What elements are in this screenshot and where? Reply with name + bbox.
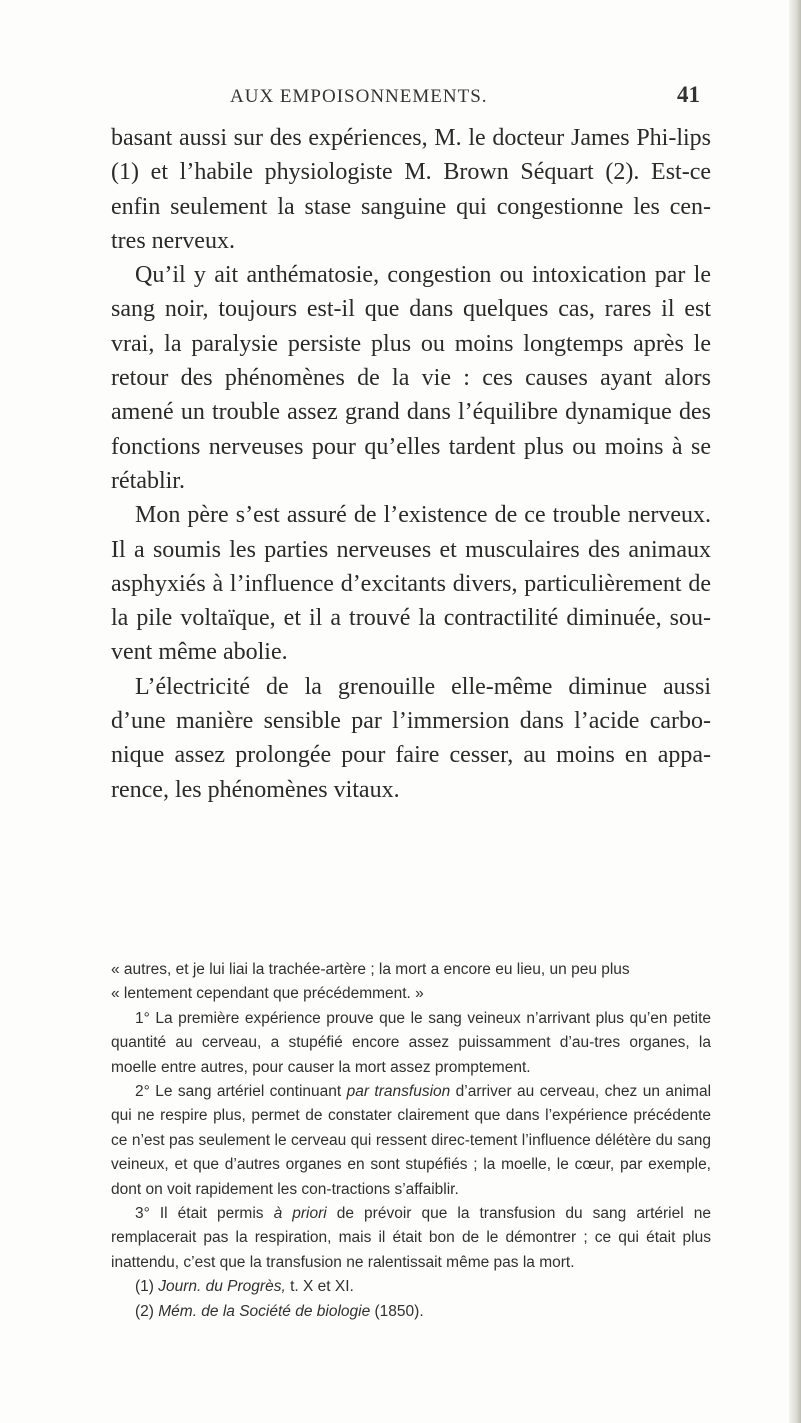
footnotes <box>111 958 711 1324</box>
footnote-item-1: 1° La première expérience prouve que le sang veineux n’arrivant plus qu’en petite quantité au cerveau, a stupéfié encore assez puissamment d’au-tres organes, la moelle entre autres, pour causer la mort assez promptement. <box>111 1009 711 1076</box>
footnote-item-2-italic: par transfusion <box>346 1083 451 1101</box>
reference-1-volume: t. X et XI. <box>285 1278 354 1296</box>
footnote-item-2-start: 2° Le sang artériel continuant <box>135 1083 347 1101</box>
reference-2 <box>111 1300 711 1324</box>
running-head: AUX EMPOISONNEMENTS. <box>230 86 488 107</box>
reference-2-year: (1850). <box>370 1302 424 1320</box>
reference-2-title: Mém. de la Société de biologie <box>158 1302 371 1320</box>
footnote-item-2 <box>111 1080 711 1202</box>
paragraph-3: Mon père s’est assuré de l’existence de ce trouble nerveux. Il a soumis les parties nerveuses et musculaires des animaux asphyxiés à l’influence d’excitants divers, particulièrement de la pile voltaïque, et il a trouvé la contractilité diminuée, sou-vent même abolie. <box>111 502 711 666</box>
footnote-item-3-end: de prévoir que la transfusion du sang artériel ne remplacerait pas la respiration, mais il était bon de le démontrer ; ce qui était plus inattendu, c’est que la transfusion ne ralentissait même pas la mort. <box>111 1205 711 1271</box>
paragraph-2: Qu’il y ait anthématosie, congestion ou intoxication par le sang noir, toujours est-il que dans quelques cas, rares il est vrai, la paralysie persiste plus ou moins longtemps après le retour des phénomènes de la vie : ces causes ayant alors amené un trouble assez grand dans l’équilibre dynamique des fonctions nerveuses pour qu’elles tardent plus ou moins à se rétablir. <box>111 262 711 494</box>
footnote-item-3-italic: à priori <box>273 1205 327 1223</box>
reference-1-title: Journ. du Progrès, <box>158 1278 286 1296</box>
main-text <box>111 121 711 807</box>
footnote-item-3-start: 3° Il était permis <box>135 1205 274 1223</box>
page-header <box>230 82 700 116</box>
quote-line-2: « lentement cependant que précédemment. » <box>111 985 424 1003</box>
footnote-item-2-end: d’arriver au cerveau, chez un animal qui ne respire plus, permet de constater clairement que dans l’expérience précédente ce n’est pas seulement le cerveau qui ressent direc-tement l’influence délétère du sang veineux, et que d’autres organes en sont stupéfiés ; la moelle, le cœur, par exemple, dont on voit rapidement les con-tractions s’affaiblir. <box>111 1083 712 1198</box>
reference-1-number: (1) <box>135 1278 159 1296</box>
paragraph-1: basant aussi sur des expériences, M. le docteur James Phi-lips (1) et l’habile physiologiste M. Brown Séquart (2). Est-ce enfin seulement la stase sanguine qui congestionne les cen-tres nerveux. <box>111 125 711 254</box>
page-edge <box>789 0 801 1423</box>
footnote-item-3 <box>111 1202 711 1275</box>
reference-2-number: (2) <box>135 1302 159 1320</box>
page-number: 41 <box>677 82 700 107</box>
paragraph-4: L’électricité de la grenouille elle-même diminue aussi d’une manière sensible par l’immersion dans l’acide carbo-nique assez prolongée pour faire cesser, au moins en appa-rence, les phénomènes vitaux. <box>111 673 711 803</box>
reference-1 <box>111 1275 711 1299</box>
quote-line-1: « autres, et je lui liai la trachée-artère ; la mort a encore eu lieu, un peu plus <box>111 961 630 978</box>
